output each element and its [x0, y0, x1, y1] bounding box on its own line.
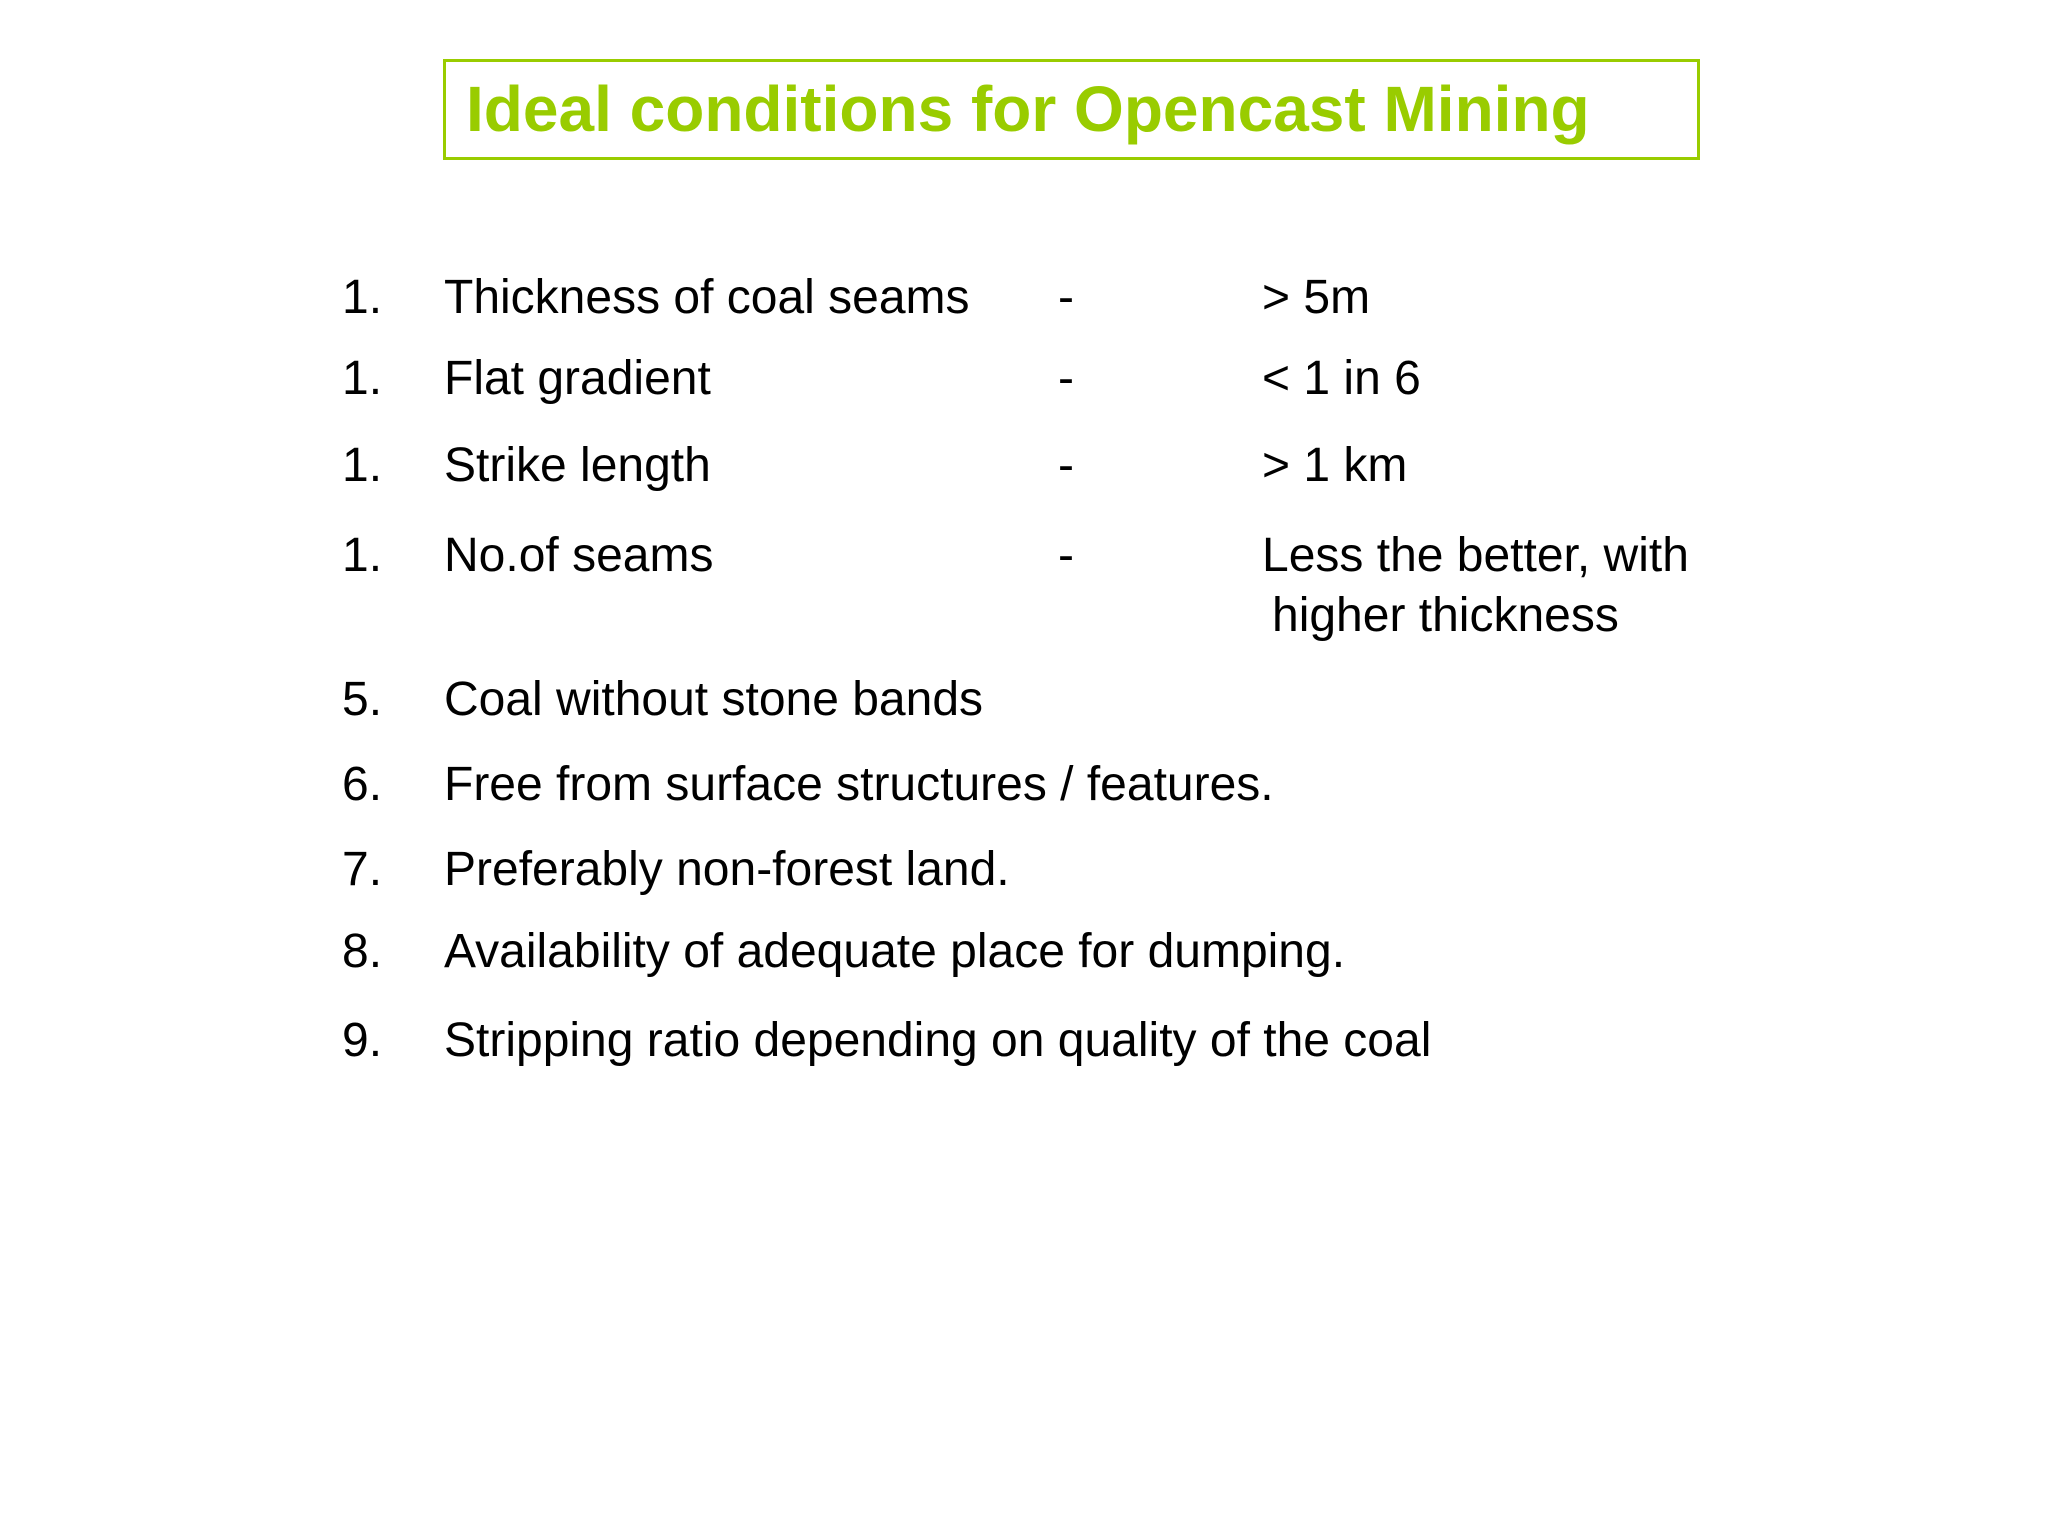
- item-number: 1.: [342, 352, 383, 405]
- item-value: Less the better, with: [1262, 529, 1689, 582]
- item-text: No.of seams: [444, 529, 714, 582]
- item-number: 8.: [342, 925, 383, 978]
- item-number: 6.: [342, 758, 383, 811]
- item-number: 7.: [342, 843, 383, 896]
- item-text: Coal without stone bands: [444, 673, 984, 726]
- item-value: > 5m: [1262, 271, 1371, 324]
- item-value: < 1 in 6: [1262, 352, 1421, 405]
- item-text: Preferably non-forest land.: [444, 843, 1010, 896]
- item-value-continuation: higher thickness: [1272, 589, 1619, 642]
- item-number: 1.: [342, 529, 383, 582]
- item-text: Stripping ratio depending on quality of the coal: [444, 1014, 1432, 1067]
- item-number: 1.: [342, 271, 383, 324]
- item-dash: -: [1058, 529, 1074, 582]
- item-number: 5.: [342, 673, 383, 726]
- item-text: Availability of adequate place for dumping.: [444, 925, 1346, 978]
- item-text: Free from surface structures / features.: [444, 758, 1274, 811]
- item-number: 9.: [342, 1014, 383, 1067]
- item-number: 1.: [342, 439, 383, 492]
- item-dash: -: [1058, 439, 1074, 492]
- item-dash: -: [1058, 271, 1074, 324]
- item-text: Strike length: [444, 439, 711, 492]
- slide-title: Ideal conditions for Opencast Mining: [466, 73, 1590, 145]
- item-text: Thickness of coal seams: [444, 271, 970, 324]
- item-dash: -: [1058, 352, 1074, 405]
- title-box: [443, 59, 1700, 160]
- item-value: > 1 km: [1262, 439, 1408, 492]
- item-text: Flat gradient: [444, 352, 711, 405]
